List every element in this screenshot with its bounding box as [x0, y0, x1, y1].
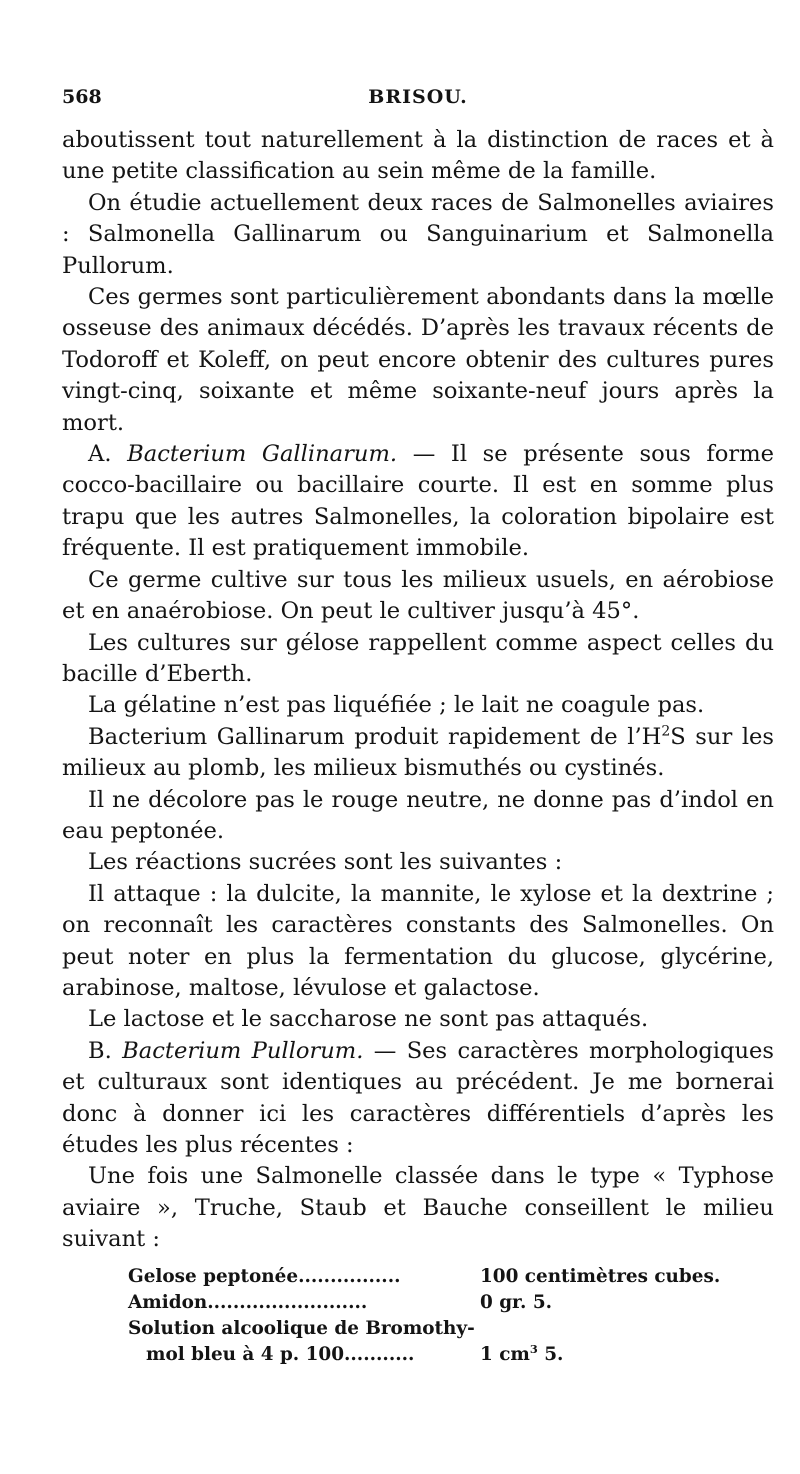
body-text — [62, 125, 774, 1256]
paragraph: Ce germe cultive sur tous les milieux usuels, en aérobiose et en anaérobiose. On peut le cultiver jusqu’à 45°. — [62, 566, 774, 625]
paragraph: La gélatine n’est pas liquéfiée ; le lait ne coagule pas. — [88, 692, 705, 719]
paragraph: Le lactose et le saccharose ne sont pas attaqués. — [88, 1006, 649, 1033]
paragraph: Les cultures sur gélose rappellent comme aspect celles du bacille d’Eberth. — [62, 629, 774, 687]
recipe-quantity: 0 gr. 5. — [480, 1292, 553, 1313]
section-label: B. — [88, 1037, 112, 1064]
section-b-paragraph: B. Bacterium Pullorum. — Ses caractères morphologiques et culturaux sont identiques au précédent. Je me bornerai donc à donner ici les caractères différentiels d’après les études les plus récentes : — [62, 1037, 775, 1158]
paragraph: Une fois une Salmonelle classée dans le type « Typhose aviaire », Truche, Staub et Bauche conseillent le milieu suivant : — [62, 1163, 774, 1253]
section-label: A. — [88, 441, 112, 468]
paragraph: Il ne décolore pas le rouge neutre, ne donne pas d’indol en eau peptonée. — [62, 786, 774, 844]
recipe-row — [128, 1342, 748, 1368]
recipe-ingredient: Amidon......................... — [128, 1292, 368, 1313]
paragraph: On étudie actuellement deux races de Salmonelles aviaires : Salmonella Gallinarum ou Sanguinarium et Salmonella Pullorum. — [62, 189, 774, 279]
recipe-row — [128, 1290, 748, 1316]
section-a-paragraph: A. Bacterium Gallinarum. — Il se présente sous forme cocco-bacillaire ou bacillaire courte. Il est en somme plus trapu que les autres Salmonelles, la coloration bipolaire est fréquente. Il est pratiquement immobile. — [62, 441, 774, 562]
paragraph: Bacterium Gallinarum produit rapidement de $l’H^2S$ sur les milieux au plomb, les milieux bismuthés ou cystinés. — [62, 723, 775, 782]
paragraph: Les réactions sucrées sont les suivantes : — [88, 849, 563, 876]
recipe-quantity: 100 centimètres cubes. — [480, 1266, 721, 1287]
paragraph: aboutissent tout naturellement à la distinction de races et à une petite classification au sein même de la famille. — [62, 127, 774, 185]
running-head: BRISOU. — [368, 86, 468, 108]
section-heading: Bacterium Pullorum. — [122, 1037, 364, 1064]
recipe-ingredient: Gelose peptonée................ — [128, 1266, 401, 1287]
recipe-ingredient: Solution alcoolique de Bromothy- — [128, 1318, 475, 1339]
culture-medium-recipe — [128, 1264, 748, 1368]
recipe-quantity: 1 $cm^3$ 5. — [480, 1341, 564, 1365]
recipe-row — [128, 1316, 748, 1342]
section-heading: Bacterium Gallinarum. — [127, 441, 398, 468]
page-header — [62, 86, 774, 110]
recipe-ingredient: mol bleu à 4 p. 100........... — [146, 1344, 415, 1365]
paragraph: Ces germes sont particulièrement abondants dans la mœlle osseuse des animaux décédés. D’après les travaux récents de Todoroff et Koleff, on peut encore obtenir des cultures pures vingt-cinq, soixante et même soixante-neuf jours après la mort. — [62, 284, 774, 436]
page-number: 568 — [62, 86, 102, 108]
recipe-row — [128, 1264, 748, 1290]
paragraph: Il attaque : la dulcite, la mannite, le xylose et la dextrine ; on reconnaît les caractères constants des Salmonelles. On peut noter en plus la fermentation du glucose, glycérine, arabinose, maltose, lévulose et galactose. — [62, 880, 774, 1001]
